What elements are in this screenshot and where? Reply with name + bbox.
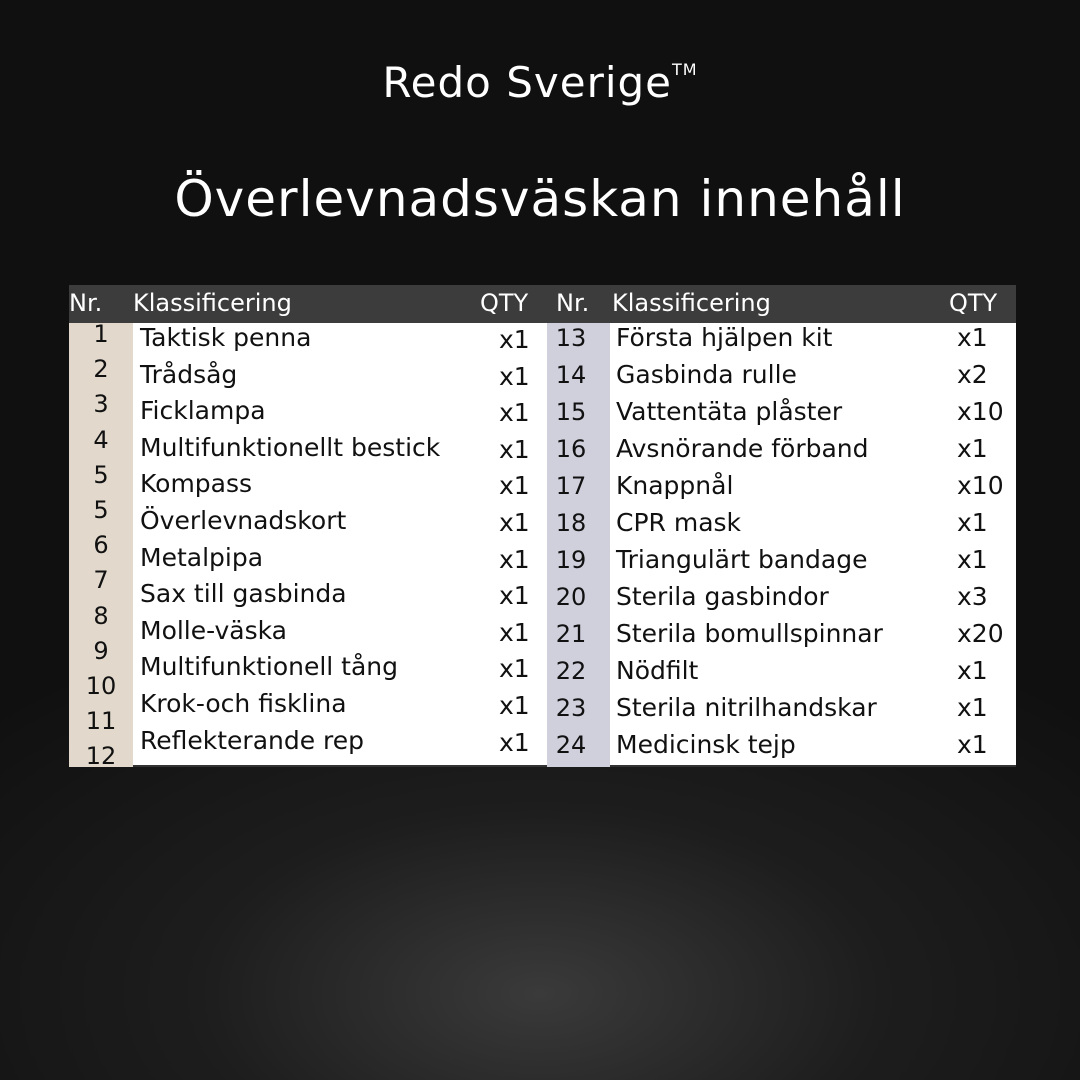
item-label: Medicinsk tejp (616, 730, 796, 759)
item-label: Sterila gasbindor (616, 582, 829, 611)
header-classification-left: Klassificering (133, 289, 292, 317)
row-number: 17 (555, 472, 587, 500)
item-qty: x3 (957, 582, 988, 611)
item-qty: x1 (957, 656, 988, 685)
item-label: Avsnörande förband (616, 434, 869, 463)
item-qty: x1 (499, 544, 530, 574)
item-qty: x1 (499, 581, 530, 611)
item-qty: x1 (957, 508, 988, 537)
item-qty: x20 (957, 619, 1004, 648)
row-number: 19 (555, 546, 587, 574)
item-qty: x1 (957, 434, 988, 463)
item-label: Multifunktionell tång (140, 652, 399, 682)
item-label: CPR mask (616, 508, 742, 537)
row-number: 14 (555, 361, 587, 389)
item-qty: x1 (499, 727, 530, 757)
brand-name: Redo Sverige (382, 58, 673, 107)
row-number: 4 (93, 425, 109, 454)
row-number: 7 (93, 566, 109, 595)
item-qty: x1 (499, 325, 530, 354)
row-number: 21 (555, 620, 587, 648)
header-qty-right: QTY (949, 289, 998, 317)
row-number: 1 (93, 320, 109, 348)
item-qty: x1 (957, 545, 988, 574)
row-number: 8 (93, 601, 109, 630)
item-label: Vattentäta plåster (616, 397, 843, 426)
item-qty: x1 (499, 617, 530, 647)
item-qty: x1 (957, 693, 988, 722)
item-label: Första hjälpen kit (616, 323, 833, 352)
row-number: 18 (555, 509, 587, 537)
contents-table (69, 285, 1016, 771)
trademark-mark: TM (672, 60, 698, 79)
item-label: Sterila nitrilhandskar (616, 693, 877, 722)
item-label: Molle-väska (140, 615, 287, 645)
item-qty: x1 (499, 471, 530, 501)
item-label: Sterila bomullspinnar (616, 619, 883, 648)
row-number: 6 (93, 531, 109, 560)
item-qty: x1 (499, 508, 530, 537)
item-label: Multifunktionellt bestick (140, 432, 441, 462)
item-label: Gasbinda rulle (616, 360, 797, 389)
item-label: Knappnål (616, 471, 734, 500)
item-qty: x1 (499, 654, 530, 684)
item-qty: x10 (957, 397, 1004, 426)
brand-logo (0, 58, 1080, 107)
item-qty: x1 (499, 361, 530, 391)
page-title: Överlevnadsväskan innehåll (174, 170, 906, 228)
row-number: 2 (93, 355, 109, 384)
item-label: Taktisk penna (140, 323, 312, 352)
row-number: 15 (555, 398, 587, 426)
row-number: 23 (555, 694, 587, 722)
row-number: 10 (85, 672, 117, 700)
item-qty: x1 (499, 434, 530, 464)
item-qty: x1 (499, 691, 530, 720)
item-label: Överlevnadskort (140, 506, 347, 535)
item-qty: x1 (499, 398, 530, 428)
item-qty: x2 (957, 360, 988, 389)
row-number: 9 (93, 636, 109, 665)
row-number: 5 (93, 460, 109, 489)
row-number: 16 (555, 435, 587, 463)
item-qty: x10 (957, 471, 1004, 500)
item-label: Kompass (140, 469, 253, 499)
row-number: 11 (85, 707, 117, 736)
header-qty-left: QTY (480, 289, 529, 317)
item-label: Metalpipa (140, 542, 264, 572)
item-label: Sax till gasbinda (140, 579, 347, 609)
item-label: Trådsåg (140, 359, 238, 389)
header-nr-left: Nr. (69, 289, 103, 317)
header-classification-right: Klassificering (612, 289, 771, 317)
row-number: 3 (93, 390, 109, 419)
item-label: Nödfilt (616, 656, 699, 685)
row-number: 20 (555, 583, 587, 611)
item-label: Triangulärt bandage (616, 545, 868, 574)
item-qty: x1 (957, 323, 988, 352)
item-label: Krok-och fisklina (140, 689, 347, 718)
row-number: 22 (555, 657, 587, 685)
row-number: 5 (93, 496, 109, 524)
row-number: 24 (555, 731, 587, 759)
item-label: Ficklampa (140, 396, 266, 426)
row-number: 12 (85, 742, 117, 771)
row-number: 13 (555, 324, 587, 352)
table-header (69, 285, 1016, 323)
header-nr-right: Nr. (556, 289, 590, 317)
item-label: Reflekterande rep (140, 725, 365, 755)
item-qty: x1 (957, 730, 988, 759)
